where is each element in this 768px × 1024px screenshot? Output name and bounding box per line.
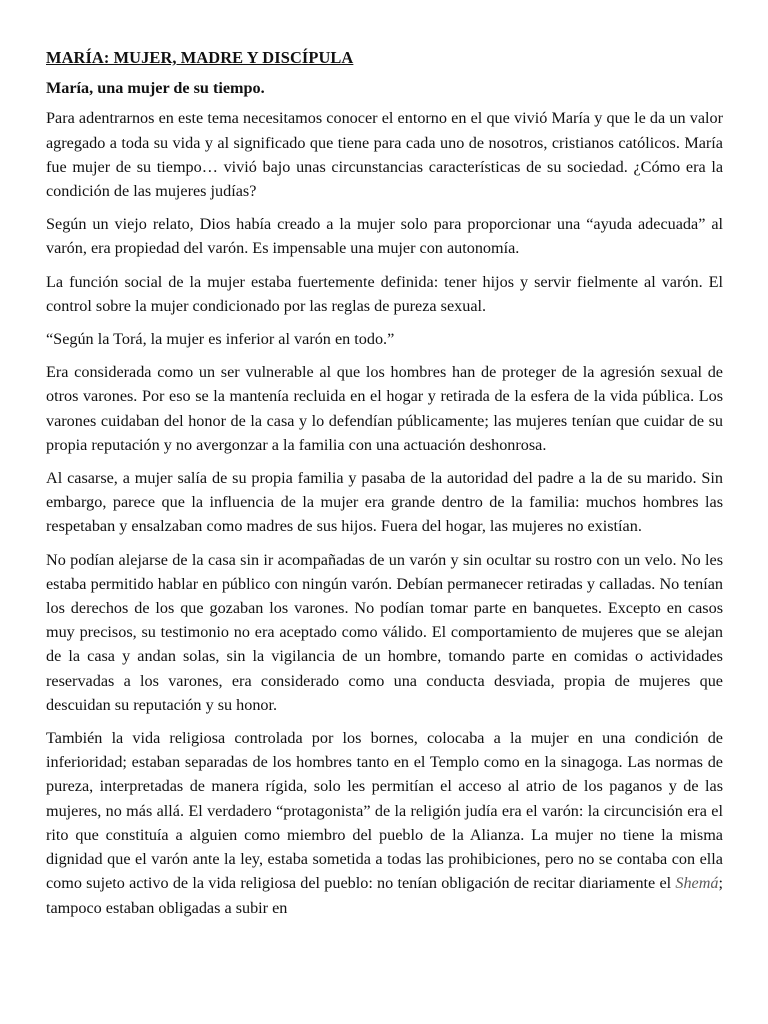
paragraph-text: También la vida religiosa controlada por los bornes, colocaba a la mujer en una condición de inferioridad; estaban separadas de los hombres tanto en el Templo como en la sinagoga. Las normas de pureza, interpretadas de manera rígida, solo les permitían el acceso al atrio de los paganos y de las mujeres, no más allá. El verdadero “protagonista” de la religión judía era el varón: la circuncisión era el rito que constituía a alguien como miembro del pueblo de la Alianza. La mujer no tiene la misma dignidad que el varón ante la ley, estaba sometida a todas las prohibiciones, pero no se contaba con ella como sujeto activo de la vida religiosa del pueblo: no tenían obligación de recitar diariamente el — [46, 729, 723, 893]
shema-term: Shemá — [675, 874, 719, 893]
document-page — [46, 46, 723, 920]
paragraph-text: ; tampoco estaban obligadas a subir en — [46, 874, 723, 917]
paragraph: Al casarse, a mujer salía de su propia familia y pasaba de la autoridad del padre a la de su marido. Sin embargo, parece que la influencia de la mujer era grande dentro de la familia: muchos hombres las respetaban y ensalzaban como madres de sus hijos. Fuera del hogar, las mujeres no existían. — [46, 469, 723, 536]
document-title: MARÍA: MUJER, MADRE Y DISCÍPULA — [46, 48, 354, 67]
paragraph: Para adentrarnos en este tema necesitamos conocer el entorno en el que vivió María y que le da un valor agregado a toda su vida y al significado que tiene para cada uno de nosotros, cristianos católicos. María fue mujer de su tiempo… vivió bajo unas circunstancias características de su sociedad. ¿Cómo era la condición de las mujeres judías? — [46, 109, 723, 201]
paragraph: No podían alejarse de la casa sin ir acompañadas de un varón y sin ocultar su rostro con un velo. No les estaba permitido hablar en público con ningún varón. Debían permanecer retiradas y calladas. No tenían los derechos de los que gozaban los varones. No podían tomar parte en banquetes. Excepto en casos muy precisos, su testimonio no era aceptado como válido. El comportamiento de mujeres que se alejan de la casa y andan solas, sin la vigilancia de un hombre, tomando parte en comidas o actividades reservadas a los varones, era considerado como una conducta desviada, propia de mujeres que descuidan su reputación y su honor. — [46, 550, 723, 714]
paragraph: Según un viejo relato, Dios había creado a la mujer solo para proporcionar una “ayuda adecuada” al varón, era propiedad del varón. Es impensable una mujer con autonomía. — [46, 215, 723, 258]
section-subtitle: María, una mujer de su tiempo. — [46, 79, 265, 98]
paragraph-final — [46, 726, 723, 920]
paragraph: La función social de la mujer estaba fuertemente definida: tener hijos y servir fielmente al varón. El control sobre la mujer condicionado por las reglas de pureza sexual. — [46, 272, 723, 315]
quote-paragraph: “Según la Torá, la mujer es inferior al varón en todo.” — [46, 330, 395, 349]
paragraph: Era considerada como un ser vulnerable al que los hombres han de proteger de la agresión sexual de otros varones. Por eso se la mantenía recluida en el hogar y retirada de la esfera de la vida pública. Los varones cuidaban del honor de la casa y lo defendían públicamente; las mujeres tenían que cuidar de su propia reputación y no avergonzar a la familia con una actuación deshonrosa. — [46, 363, 723, 454]
